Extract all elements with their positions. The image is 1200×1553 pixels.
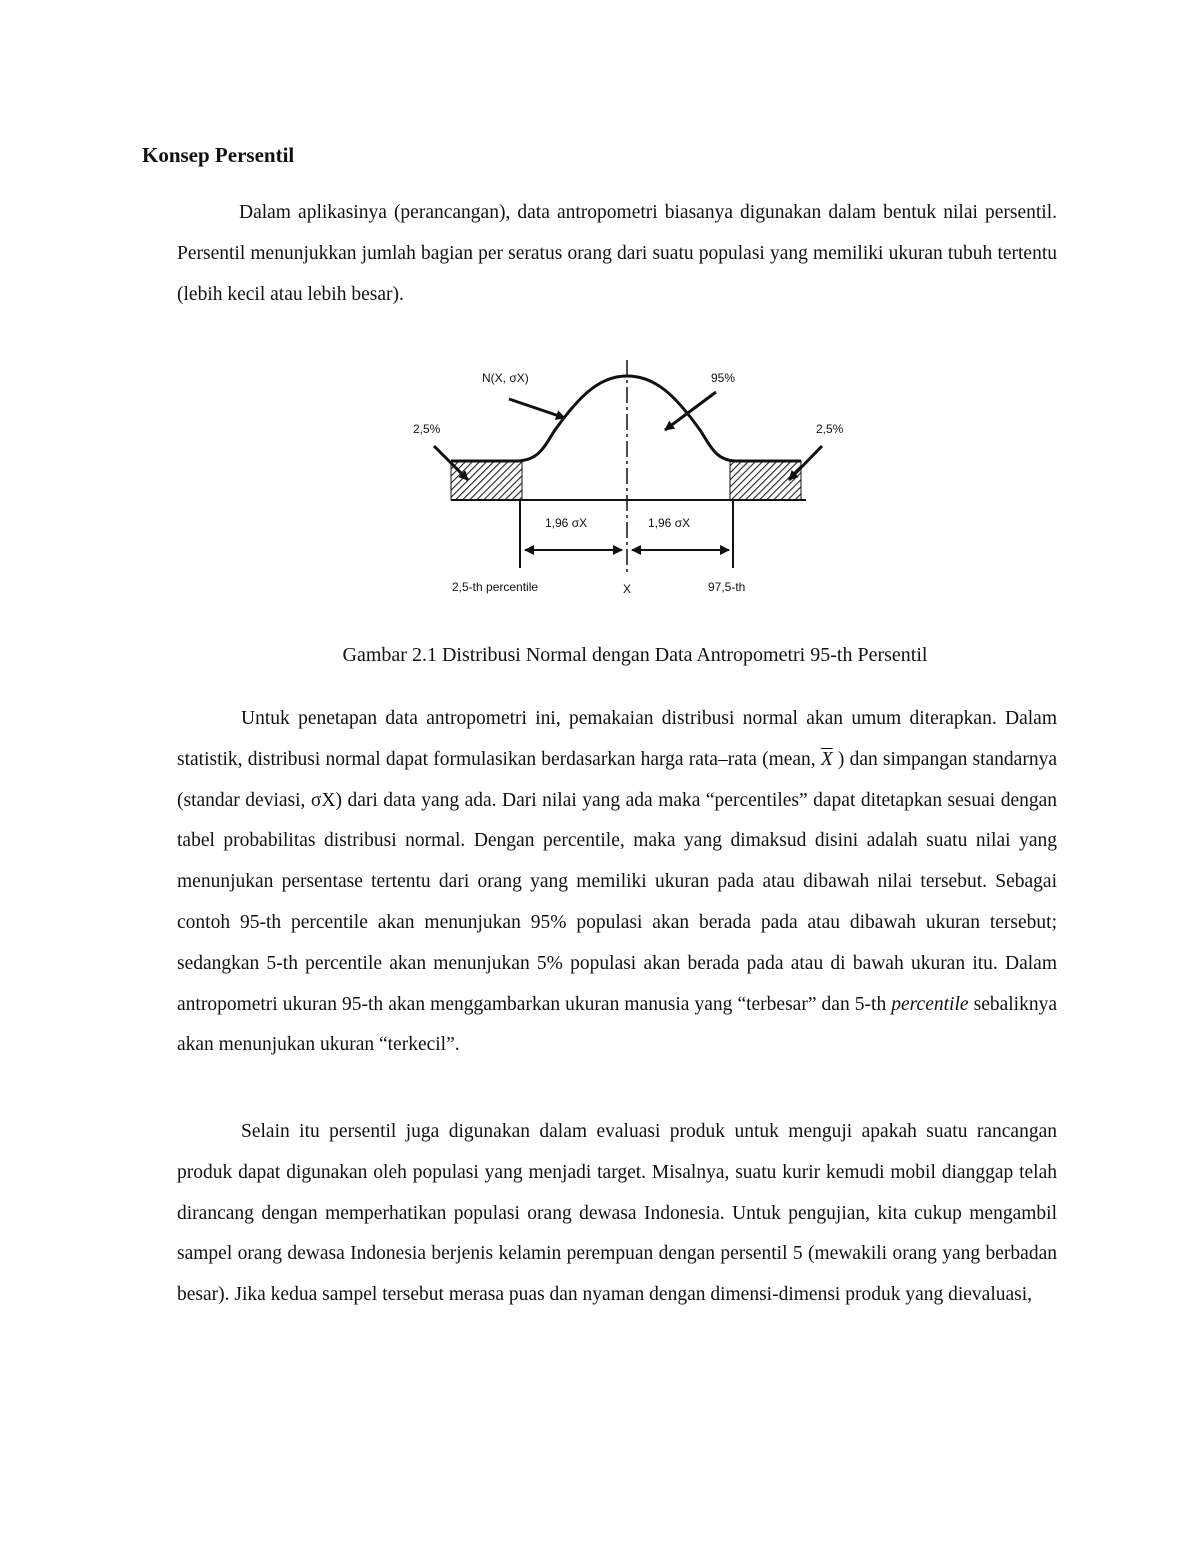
paragraph-product-evaluation [177, 1112, 1057, 1316]
label-mean: X [623, 582, 632, 596]
bell-curve [451, 376, 801, 461]
paragraph-product-text: Selain itu persentil juga digunakan dalam evaluasi produk untuk menguji apakah suatu rancangan produk dapat digunakan oleh populasi yang menjadi target. Misalnya, suatu kurir kemudi mobil dianggap telah dirancang dengan memperhatikan populasi orang dewasa Indonesia. Untuk pengujian, kita cukup mengambil sampel orang dewasa Indonesia berjenis kelamin perempuan dengan persentil 5 (mewakili orang yang berbadan besar). Jika kedua sampel tersebut merasa puas dan nyaman dengan dimensi-dimensi produk yang dievaluasi, [177, 1121, 1057, 1306]
label-right-tail: 2,5% [816, 422, 844, 436]
label-low-percentile: 2,5-th percentile [452, 580, 539, 594]
left-tail-shaded-area [451, 461, 522, 500]
paragraph-normal-distribution [177, 699, 1057, 1066]
label-distribution: N(X, σX) [482, 371, 529, 385]
label-95-percent: 95% [711, 371, 736, 385]
paragraph-intro-text: Dalam aplikasinya (perancangan), data antropometri biasanya digunakan dalam bentuk nilai persentil. Persentil menunjukkan jumlah bagian per seratus orang dari suatu populasi yang memiliki ukuran tubuh tertentu (lebih kecil atau lebih besar). [177, 202, 1057, 305]
label-left-tail: 2,5% [413, 422, 441, 436]
italic-percentile: percentile [891, 993, 969, 1015]
paragraph-normal-text-2: ) dan simpangan standarnya (standar deviasi, σX) dari data yang ada. Dari nilai yang ada maka “percentiles” dapat ditetapkan sesuai dengan tabel probabilitas distribusi normal. Dengan percentile, maka yang dimaksud disini adalah suatu nilai yang menunjukan persentase tertentu dari orang yang memiliki ukuran pada atau dibawah nilai tersebut. Sebagai contoh 95-th percentile akan menunjukan 95% populasi akan berada pada atau dibawah ukuran tersebut; sedangkan 5-th percentile akan menunjukan 5% populasi akan berada pada atau di bawah ukuran itu. Dalam antropometri ukuran 95-th akan menggambarkan ukuran manusia yang “terbesar” dan 5-th [177, 748, 1057, 1015]
label-left-sigma: 1,96 σX [545, 516, 588, 530]
section-heading: Konsep Persentil [142, 143, 295, 167]
label-high-percentile: 97,5-th [708, 580, 746, 594]
paragraph-normal-text-1: Untuk penetapan data antropometri ini, pemakaian distribusi normal akan umum diterapkan. Dalam statistik, distribusi normal dapat formulasikan berdasarkan harga rata–rata (mean, [177, 708, 1057, 770]
normal-distribution-diagram [0, 0, 1200, 640]
paragraph-normal-text-3: sebaliknya akan menunjukan ukuran “terkecil”. [177, 993, 1057, 1056]
mean-symbol-xbar: $\overline{X}$ [820, 748, 833, 770]
figure-caption: Gambar 2.1 Distribusi Normal dengan Data Antropometri 95-th Persentil [342, 644, 928, 666]
pointer-arrow-distribution [509, 399, 565, 418]
label-right-sigma: 1,96 σX [648, 516, 691, 530]
